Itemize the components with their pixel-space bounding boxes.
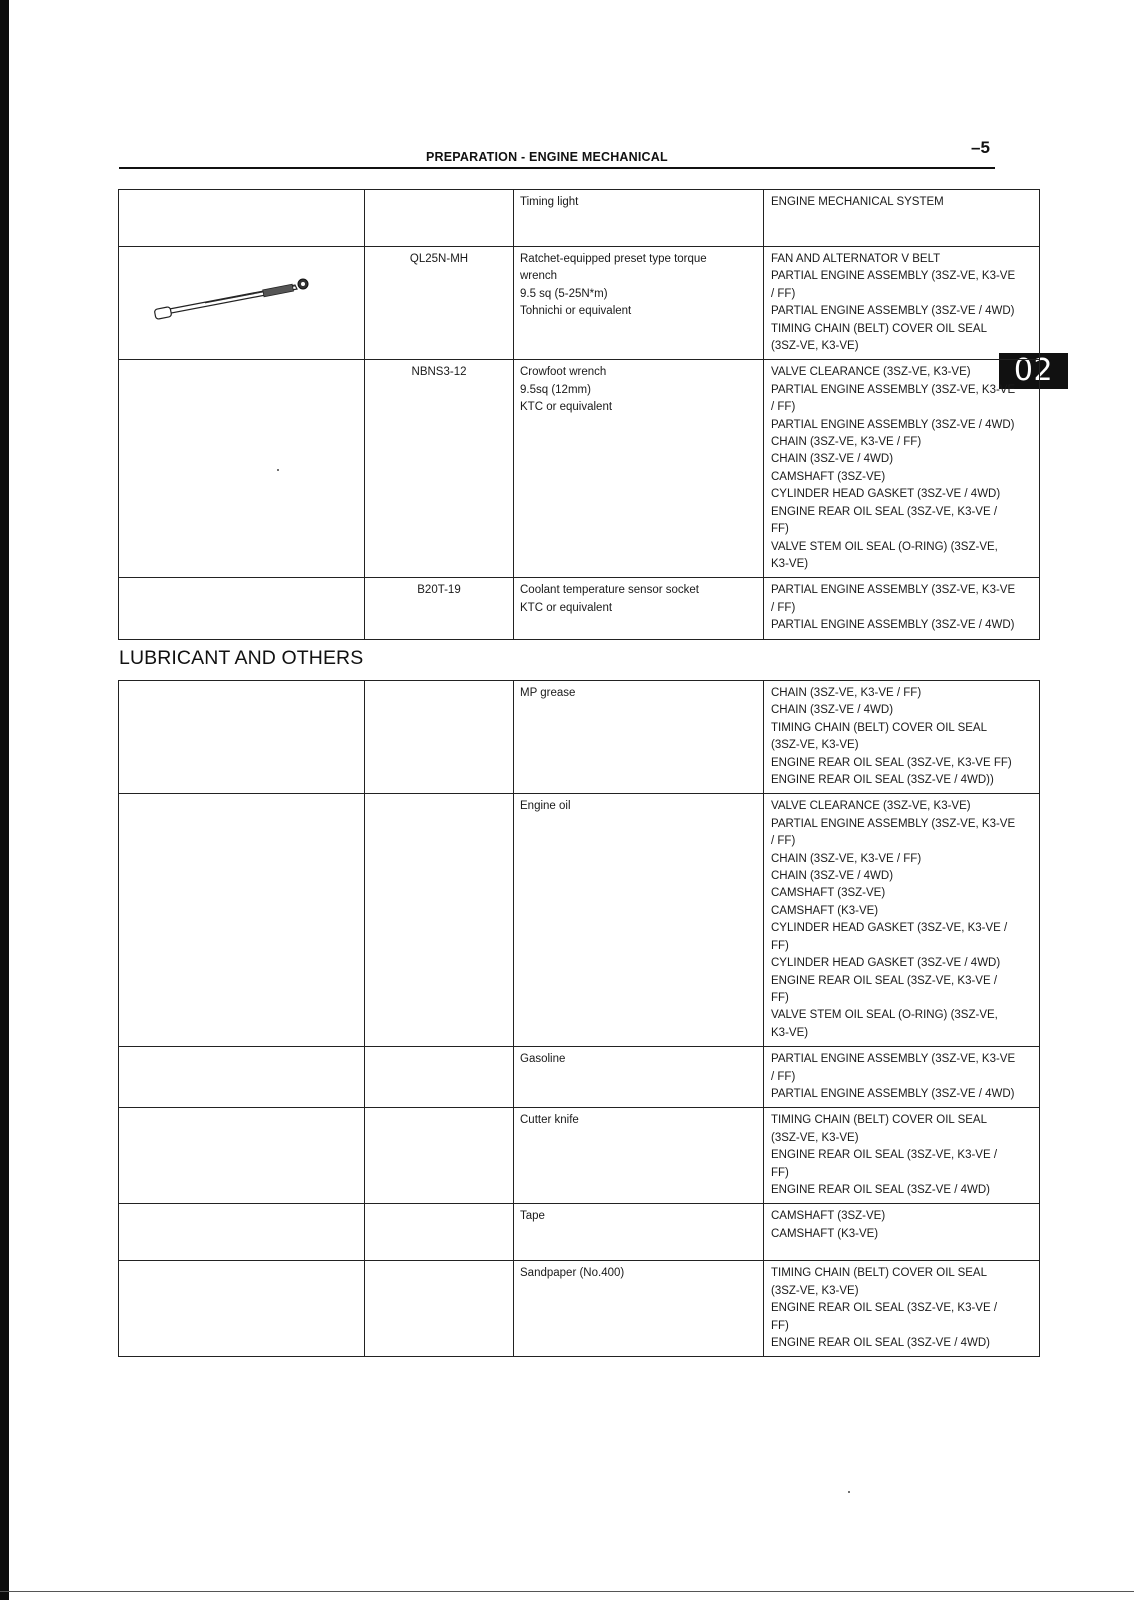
usage-line: PARTIAL ENGINE ASSEMBLY (3SZ-VE, K3-VE [771, 270, 1016, 283]
usage-line: CAMSHAFT (3SZ-VE) [771, 470, 886, 483]
usage-line: CYLINDER HEAD GASKET (3SZ-VE / 4WD) [771, 957, 1001, 970]
usage-line: K3-VE) [771, 557, 809, 570]
usage-line: FF) [771, 991, 789, 1004]
description-cell [514, 1047, 764, 1108]
tool-illustration-cell [119, 190, 365, 247]
table-row [119, 247, 1040, 360]
table-row [119, 578, 1040, 639]
description-line: Tape [520, 1210, 545, 1223]
page-number: –5 [971, 138, 990, 157]
usage-line: TIMING CHAIN (BELT) COVER OIL SEAL [771, 1114, 987, 1127]
description-cell [514, 681, 764, 794]
usage-line: CHAIN (3SZ-VE / 4WD) [771, 453, 894, 466]
scan-speck [277, 469, 279, 471]
part-number-cell [365, 681, 514, 794]
usage-line: TIMING CHAIN (BELT) COVER OIL SEAL [771, 322, 987, 335]
usage-line: PARTIAL ENGINE ASSEMBLY (3SZ-VE, K3-VE [771, 1053, 1016, 1066]
usage-line: FF) [771, 523, 789, 536]
usage-line: PARTIAL ENGINE ASSEMBLY (3SZ-VE, K3-VE [771, 817, 1016, 830]
illustration-cell [119, 681, 365, 794]
usage-line: CAMSHAFT (3SZ-VE) [771, 1210, 886, 1223]
usage-cell [764, 794, 1040, 1047]
usage-line: CYLINDER HEAD GASKET (3SZ-VE / 4WD) [771, 488, 1001, 501]
usage-line: CHAIN (3SZ-VE / 4WD) [771, 870, 894, 883]
usage-line: (3SZ-VE, K3-VE) [771, 1284, 859, 1297]
table-row [119, 1047, 1040, 1108]
table-row [119, 190, 1040, 247]
description-line: 9.5sq (12mm) [520, 383, 591, 396]
part-number-cell [365, 1047, 514, 1108]
illustration-cell [119, 794, 365, 1047]
usage-line: CHAIN (3SZ-VE, K3-VE / FF) [771, 436, 922, 449]
description-line: 9.5 sq (5-25N*m) [520, 287, 608, 300]
description-cell [514, 578, 764, 639]
page-title: PREPARATION - ENGINE MECHANICAL [426, 150, 668, 164]
usage-line: / FF) [771, 835, 796, 848]
scan-edge-bar [0, 0, 9, 1600]
usage-cell [764, 1047, 1040, 1108]
usage-line: ENGINE REAR OIL SEAL (3SZ-VE, K3-VE / [771, 1149, 998, 1162]
usage-line: VALVE CLEARANCE (3SZ-VE, K3-VE) [771, 800, 971, 813]
description-line: Timing light [520, 196, 579, 208]
lubricants-table [118, 680, 1040, 1357]
usage-line: / FF) [771, 287, 796, 300]
description-line: Sandpaper (No.400) [520, 1267, 625, 1280]
usage-line: CHAIN (3SZ-VE, K3-VE / FF) [771, 687, 922, 699]
part-number-cell: B20T-19 [365, 578, 514, 639]
usage-line: CHAIN (3SZ-VE, K3-VE / FF) [771, 852, 922, 865]
usage-line: ENGINE REAR OIL SEAL (3SZ-VE / 4WD) [771, 1337, 990, 1349]
illustration-cell [119, 1108, 365, 1204]
usage-line: FF) [771, 1319, 789, 1332]
usage-line: (3SZ-VE, K3-VE) [771, 739, 859, 752]
description-cell [514, 247, 764, 360]
usage-line: CAMSHAFT (K3-VE) [771, 1227, 879, 1240]
part-number-cell: QL25N-MH [365, 247, 514, 360]
description-cell [514, 1108, 764, 1204]
description-cell [514, 794, 764, 1047]
description-line: Cutter knife [520, 1114, 579, 1127]
usage-line: VALVE STEM OIL SEAL (O-RING) (3SZ-VE, [771, 540, 998, 553]
usage-line: CHAIN (3SZ-VE / 4WD) [771, 704, 894, 717]
section-heading: LUBRICANT AND OTHERS [119, 647, 364, 669]
usage-line: ENGINE REAR OIL SEAL (3SZ-VE, K3-VE / [771, 1302, 998, 1315]
usage-cell [764, 1204, 1040, 1261]
illustration-cell [119, 1204, 365, 1261]
usage-cell [764, 578, 1040, 639]
torque-wrench-icon [145, 275, 325, 325]
usage-line: ENGINE REAR OIL SEAL (3SZ-VE / 4WD)) [771, 774, 994, 787]
usage-line: TIMING CHAIN (BELT) COVER OIL SEAL [771, 1267, 987, 1280]
part-number-cell [365, 794, 514, 1047]
illustration-cell [119, 1261, 365, 1357]
usage-line: FF) [771, 1166, 789, 1179]
usage-line: / FF) [771, 1070, 796, 1083]
description-line: KTC or equivalent [520, 601, 613, 614]
usage-line: PARTIAL ENGINE ASSEMBLY (3SZ-VE, K3-VE [771, 383, 1016, 396]
usage-cell [764, 681, 1040, 794]
usage-line: PARTIAL ENGINE ASSEMBLY (3SZ-VE / 4WD) [771, 418, 1015, 431]
table-row [119, 360, 1040, 578]
scan-speck [848, 1491, 850, 1493]
usage-line: / FF) [771, 401, 796, 414]
usage-cell [764, 360, 1040, 578]
table-row [119, 1204, 1040, 1261]
usage-line: ENGINE REAR OIL SEAL (3SZ-VE, K3-VE / [771, 974, 998, 987]
description-line: Ratchet-equipped preset type torque [520, 253, 707, 265]
usage-line: FAN AND ALTERNATOR V BELT [771, 253, 941, 265]
usage-cell [764, 1108, 1040, 1204]
part-number-cell [365, 1204, 514, 1261]
tool-illustration-cell [119, 247, 365, 360]
usage-line: ENGINE MECHANICAL SYSTEM [771, 196, 944, 208]
usage-line: ENGINE REAR OIL SEAL (3SZ-VE, K3-VE / [771, 505, 998, 518]
table-row [119, 794, 1040, 1047]
header-divider [119, 167, 995, 169]
description-cell [514, 190, 764, 247]
tool-illustration-cell [119, 360, 365, 578]
description-cell [514, 1204, 764, 1261]
description-line: Crowfoot wrench [520, 366, 607, 379]
usage-line: CAMSHAFT (3SZ-VE) [771, 887, 886, 900]
usage-line: PARTIAL ENGINE ASSEMBLY (3SZ-VE / 4WD) [771, 305, 1015, 318]
usage-line: K3-VE) [771, 1026, 809, 1039]
table-row [119, 681, 1040, 794]
usage-line: CYLINDER HEAD GASKET (3SZ-VE, K3-VE / [771, 922, 1008, 935]
table-row [119, 1108, 1040, 1204]
tool-illustration-cell [119, 578, 365, 639]
usage-line: PARTIAL ENGINE ASSEMBLY (3SZ-VE / 4WD) [771, 1087, 1015, 1100]
usage-line: (3SZ-VE, K3-VE) [771, 1131, 859, 1144]
description-line: KTC or equivalent [520, 401, 613, 414]
tools-table [118, 189, 1040, 640]
part-number-cell [365, 1261, 514, 1357]
section-tab-badge: 02 [999, 353, 1068, 389]
description-cell [514, 1261, 764, 1357]
usage-line: ENGINE REAR OIL SEAL (3SZ-VE / 4WD) [771, 1183, 990, 1196]
usage-line: FF) [771, 939, 789, 952]
description-line: Gasoline [520, 1053, 566, 1066]
part-number-cell [365, 1108, 514, 1204]
usage-line: ENGINE REAR OIL SEAL (3SZ-VE, K3-VE FF) [771, 756, 1012, 769]
description-line: Tohnichi or equivalent [520, 305, 632, 318]
description-line: wrench [520, 270, 558, 283]
usage-line: (3SZ-VE, K3-VE) [771, 340, 859, 353]
illustration-cell [119, 1047, 365, 1108]
usage-cell [764, 247, 1040, 360]
usage-line: PARTIAL ENGINE ASSEMBLY (3SZ-VE / 4WD) [771, 619, 1015, 632]
description-cell [514, 360, 764, 578]
description-line: Coolant temperature sensor socket [520, 584, 699, 597]
usage-line: PARTIAL ENGINE ASSEMBLY (3SZ-VE, K3-VE [771, 584, 1016, 597]
usage-line: VALVE CLEARANCE (3SZ-VE, K3-VE) [771, 366, 971, 379]
usage-cell [764, 1261, 1040, 1357]
usage-line: VALVE STEM OIL SEAL (O-RING) (3SZ-VE, [771, 1009, 998, 1022]
usage-line: / FF) [771, 601, 796, 614]
usage-line: CAMSHAFT (K3-VE) [771, 904, 879, 917]
part-number-cell: NBNS3-12 [365, 360, 514, 578]
footer-divider [0, 1591, 1134, 1592]
description-line: Engine oil [520, 800, 571, 813]
table-row [119, 1261, 1040, 1357]
part-number-cell [365, 190, 514, 247]
usage-line: TIMING CHAIN (BELT) COVER OIL SEAL [771, 721, 987, 734]
description-line: MP grease [520, 687, 576, 699]
usage-cell [764, 190, 1040, 247]
